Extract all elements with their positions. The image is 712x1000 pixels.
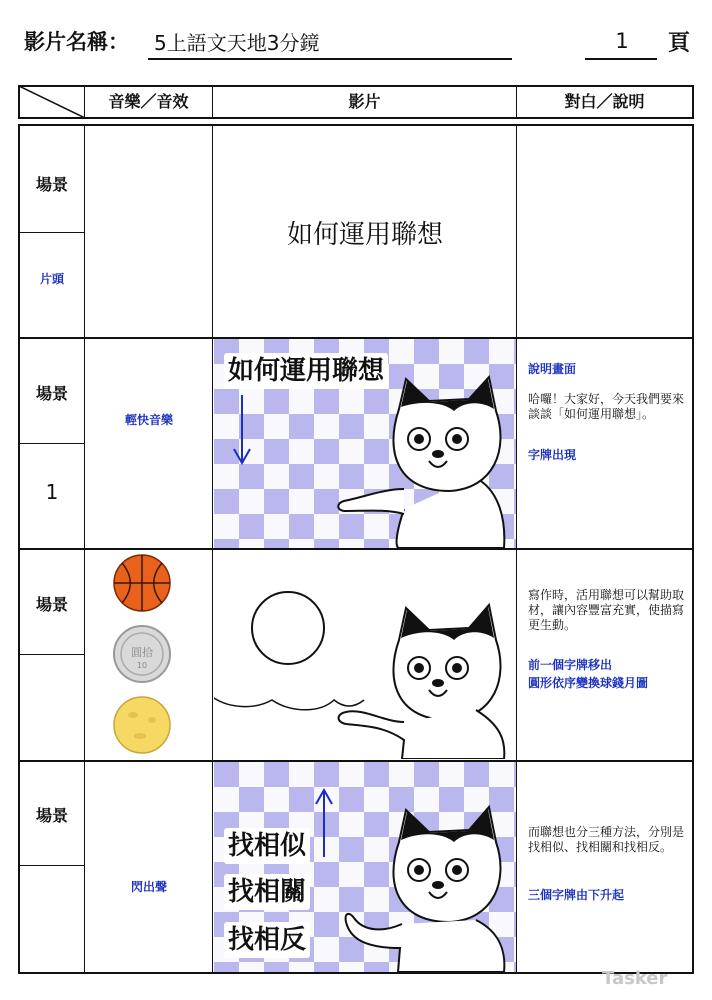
moon-icon — [114, 697, 170, 753]
coin-icon — [114, 626, 170, 682]
scene-label: 場景 — [35, 384, 68, 403]
dialogue-note: 說明畫面 — [528, 362, 577, 376]
coin-value: 10 — [136, 661, 148, 670]
watermark-logo: Tasker — [602, 968, 668, 989]
scene-split — [19, 443, 84, 444]
title-label: 影片名稱： — [24, 30, 129, 54]
scene-label: 場景 — [35, 806, 68, 825]
title-underline — [148, 58, 512, 60]
video-title: 5上語文天地3分鏡 — [154, 31, 320, 55]
dialogue-note: 前一個字牌移出 — [528, 658, 613, 672]
dialogue-text: 哈囉！大家好，今天我們要來談談「如何運用聯想」。 — [528, 392, 685, 421]
column-music: 音樂／音效 — [108, 92, 189, 111]
scene-number: 1 — [45, 480, 59, 504]
scene-sub-label: 片頭 — [39, 272, 64, 286]
music-cue: 輕快音樂 — [124, 413, 173, 427]
page-number: 1 — [615, 29, 629, 53]
dialogue-text: 寫作時，活用聯想可以幫助取材，讓內容豐富充實，使描寫更生動。 — [528, 588, 685, 632]
diagonal-corner — [19, 86, 85, 118]
method-sign-opposite: 找相反 — [224, 922, 310, 958]
scene-split — [19, 865, 84, 866]
coin-text: 圓拾 — [131, 646, 153, 659]
basketball-icon — [114, 555, 170, 611]
video-frame — [214, 339, 516, 548]
title-sign: 如何運用聯想 — [224, 353, 388, 389]
thought-bubble-illustration — [214, 550, 516, 759]
video-frame — [214, 762, 516, 972]
cat-illustration — [214, 339, 516, 548]
dialogue-note: 三個字牌由下升起 — [528, 888, 625, 902]
page-word: 頁 — [668, 31, 691, 56]
method-sign-related: 找相關 — [224, 874, 310, 910]
dialogue-text: 而聯想也分三種方法，分別是找相似、找相關和找相反。 — [528, 825, 685, 854]
method-sign-similar: 找相似 — [224, 828, 310, 864]
dialogue-note: 字牌出現 — [528, 448, 577, 462]
scene-split — [19, 232, 84, 233]
video-frame — [214, 550, 516, 759]
dialogue-note: 圓形依序變換球錢月圖 — [528, 676, 649, 690]
video-title-text: 如何運用聯想 — [286, 220, 443, 250]
scene-label: 場景 — [35, 595, 68, 614]
scene-label: 場景 — [35, 175, 68, 194]
column-dialogue: 對白／說明 — [564, 92, 645, 111]
music-cue: 閃出聲 — [130, 880, 167, 894]
page-underline — [585, 58, 657, 60]
scene-split — [19, 654, 84, 655]
column-video: 影片 — [348, 92, 381, 111]
music-icons — [85, 550, 213, 760]
